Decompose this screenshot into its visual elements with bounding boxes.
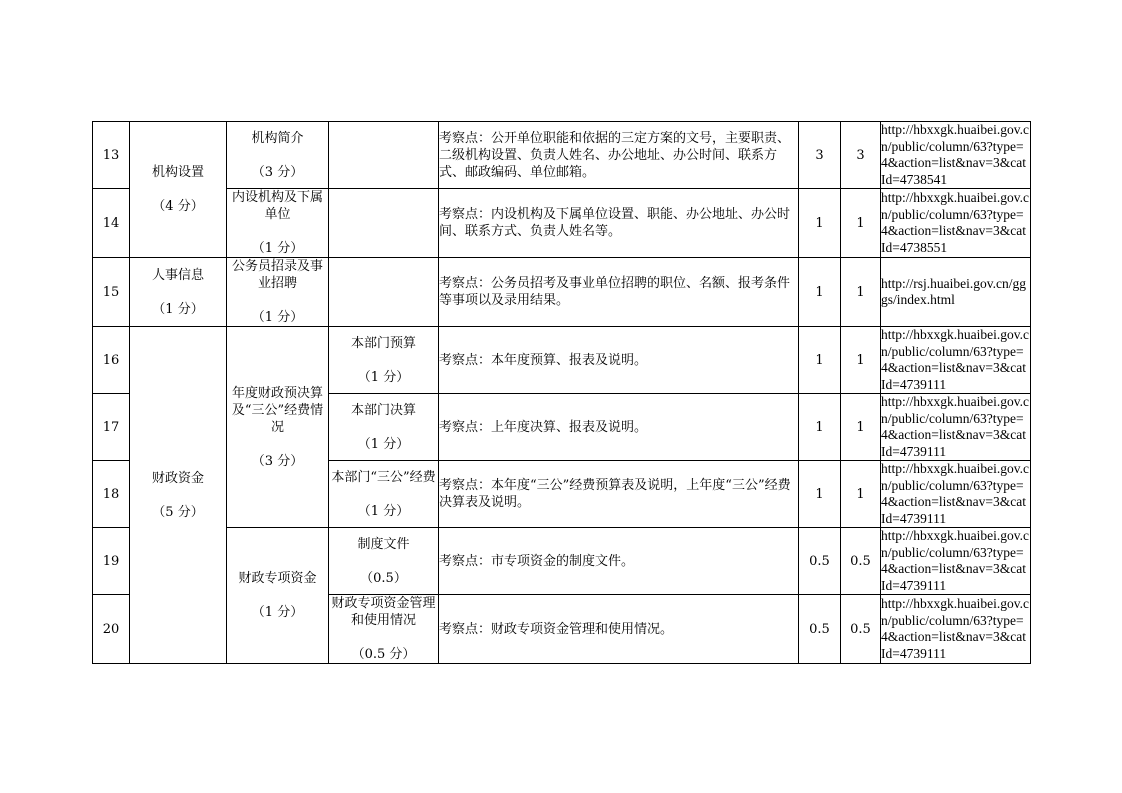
category-level2-score: （3 分） <box>251 164 304 180</box>
table-row <box>93 258 1031 327</box>
category-level2-score: （3 分） <box>251 453 304 469</box>
category-level3-name: 财政专项资金管理和使用情况 <box>331 596 436 628</box>
category-level1-cell <box>130 258 227 327</box>
actual-score: 0.5 <box>841 528 881 595</box>
row-number: 13 <box>93 122 130 189</box>
category-level3-cell <box>329 189 439 258</box>
category-level2-cell <box>227 327 329 528</box>
row-number: 19 <box>93 528 130 595</box>
category-level1-cell <box>130 122 227 258</box>
category-level2-score: （1 分） <box>251 241 304 256</box>
reference-url[interactable]: http://hbxxgk.huaibei.gov.cn/public/column/63?type=4&action=list&nav=3&catId=4739111 <box>881 595 1031 664</box>
table-row <box>93 327 1031 394</box>
category-level2-name: 机构简介 <box>251 130 304 146</box>
category-level3-score: （0.5 分） <box>351 647 416 662</box>
category-level3-name: 本部门“三公”经费 <box>331 469 436 485</box>
full-score: 1 <box>799 258 841 327</box>
category-level1-name: 人事信息 <box>151 267 204 283</box>
category-level3-cell <box>329 461 439 528</box>
full-score: 1 <box>799 189 841 258</box>
category-level2-cell <box>227 258 329 327</box>
category-level1-cell <box>130 327 227 664</box>
reference-url[interactable]: http://hbxxgk.huaibei.gov.cn/public/column/63?type=4&action=list&nav=3&catId=4739111 <box>881 394 1029 459</box>
check-point-description: 考察点：本年度预算、报表及说明。 <box>439 327 799 394</box>
category-level2-score: （1 分） <box>251 605 304 620</box>
check-point-description: 考察点：市专项资金的制度文件。 <box>439 528 799 595</box>
full-score: 0.5 <box>799 528 841 595</box>
check-point-description: 考察点：公务员招考及事业单位招聘的职位、名额、报考条件等事项以及录用结果。 <box>439 258 799 327</box>
reference-url[interactable]: http://hbxxgk.huaibei.gov.cn/public/column/63?type=4&action=list&nav=3&catId=4739111 <box>881 461 1029 526</box>
category-level3-score: （0.5） <box>360 570 407 586</box>
category-level2-cell <box>227 528 329 664</box>
category-level3-score: （1 分） <box>357 436 410 452</box>
actual-score: 3 <box>841 122 881 189</box>
actual-score: 1 <box>841 394 881 461</box>
full-score: 1 <box>799 327 841 394</box>
category-level3-name: 本部门决算 <box>350 402 416 418</box>
check-point-description: 考察点：财政专项资金管理和使用情况。 <box>439 595 799 664</box>
category-level3-name: 制度文件 <box>357 536 410 552</box>
category-level3-cell <box>329 595 439 664</box>
category-level3-cell <box>329 394 439 461</box>
actual-score: 0.5 <box>841 595 881 664</box>
table-row <box>93 122 1031 189</box>
category-level3-score: （1 分） <box>357 503 410 519</box>
full-score: 1 <box>799 461 841 528</box>
category-level3-cell <box>329 122 439 189</box>
category-level2-cell <box>227 189 329 258</box>
row-number: 16 <box>93 327 130 394</box>
check-point-description: 考察点：上年度决算、报表及说明。 <box>439 394 799 461</box>
category-level3-cell <box>329 258 439 327</box>
category-level2-cell <box>227 122 329 189</box>
actual-score: 1 <box>841 327 881 394</box>
category-level3-name: 本部门预算 <box>350 335 416 351</box>
row-number: 17 <box>93 394 130 461</box>
category-level1-name: 机构设置 <box>151 165 204 180</box>
actual-score: 1 <box>841 258 881 327</box>
category-level2-name: 年度财政预决算及“三公”经费情况 <box>231 385 324 435</box>
full-score: 1 <box>799 394 841 461</box>
category-level2-name: 内设机构及下属单位 <box>231 190 323 222</box>
reference-url[interactable]: http://hbxxgk.huaibei.gov.cn/public/column/63?type=4&action=list&nav=3&catId=4739111 <box>881 528 1029 593</box>
category-level1-score: （1 分） <box>152 301 204 317</box>
row-number: 18 <box>93 461 130 528</box>
category-level3-score: （1 分） <box>357 369 410 385</box>
reference-url[interactable]: http://hbxxgk.huaibei.gov.cn/public/column/63?type=4&action=list&nav=3&catId=4739111 <box>881 327 1029 392</box>
check-point-description: 考察点：内设机构及下属单位设置、职能、办公地址、办公时间、联系方式、负责人姓名等。 <box>439 189 799 258</box>
actual-score: 1 <box>841 189 881 258</box>
actual-score: 1 <box>841 461 881 528</box>
reference-url[interactable]: http://hbxxgk.huaibei.gov.cn/public/column/63?type=4&action=list&nav=3&catId=4738541 <box>881 122 1029 187</box>
category-level1-score: （5 分） <box>152 504 204 520</box>
evaluation-table <box>92 121 1031 664</box>
check-point-description: 考察点：公开单位职能和依据的三定方案的文号，主要职责、二级机构设置、负责人姓名、办公地址、办公时间、联系方式、邮政编码、单位邮箱。 <box>439 122 799 189</box>
reference-url[interactable]: http://hbxxgk.huaibei.gov.cn/public/column/63?type=4&action=list&nav=3&catId=4738551 <box>881 189 1031 258</box>
row-number: 20 <box>93 595 130 664</box>
check-point-description: 考察点：本年度“三公”经费预算表及说明，上年度“三公”经费决算表及说明。 <box>439 461 799 528</box>
full-score: 0.5 <box>799 595 841 664</box>
category-level3-cell <box>329 327 439 394</box>
category-level2-name: 公务员招录及事业招聘 <box>231 259 323 291</box>
table-row <box>93 528 1031 595</box>
table-row <box>93 189 1031 258</box>
category-level1-name: 财政资金 <box>151 470 204 486</box>
row-number: 15 <box>93 258 130 327</box>
reference-url[interactable]: http://rsj.huaibei.gov.cn/gggs/index.html <box>881 258 1031 327</box>
full-score: 3 <box>799 122 841 189</box>
category-level2-name: 财政专项资金 <box>238 571 317 586</box>
category-level1-score: （4 分） <box>152 199 204 214</box>
category-level2-score: （1 分） <box>251 310 304 325</box>
category-level3-cell <box>329 528 439 595</box>
row-number: 14 <box>93 189 130 258</box>
